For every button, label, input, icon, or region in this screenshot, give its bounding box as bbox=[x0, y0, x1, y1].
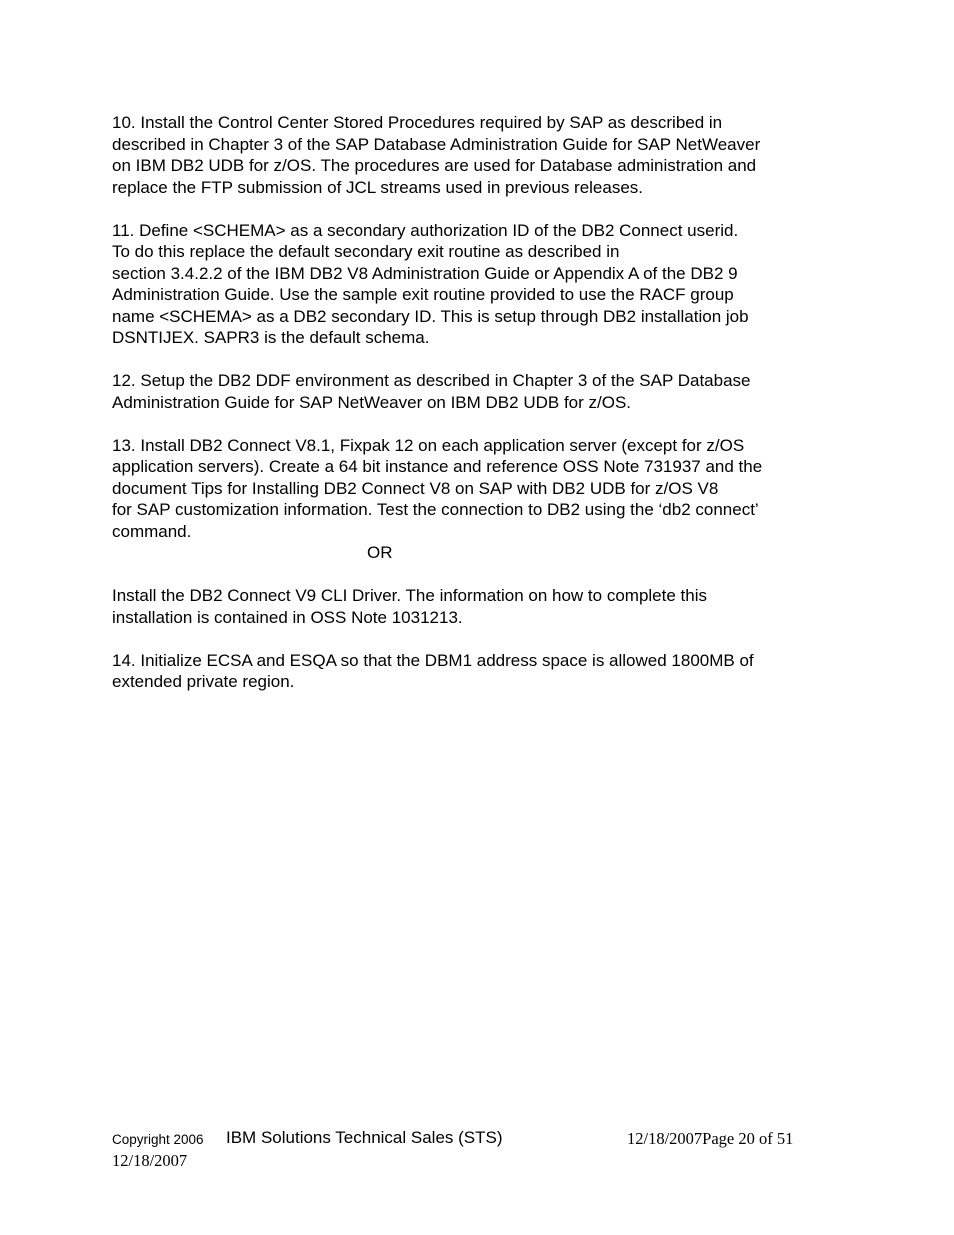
text-line: for SAP customization information. Test the connection to DB2 using the ‘db2 connect’ bbox=[112, 500, 759, 519]
cli-driver-paragraph bbox=[112, 585, 842, 628]
footer-date: 12/18/2007 bbox=[112, 1151, 188, 1170]
text-line: command. bbox=[112, 521, 192, 541]
text-line: 14. Initialize ECSA and ESQA so that the DBM1 address space is allowed 1800MB of bbox=[112, 650, 754, 670]
text-line: 13. Install DB2 Connect V8.1, Fixpak 12 on each application server (except for z/OS bbox=[112, 435, 745, 455]
text-line: name <SCHEMA> as a DB2 secondary ID. This is setup through DB2 installation job bbox=[112, 306, 749, 326]
document-body bbox=[112, 112, 842, 714]
text-line: replace the FTP submission of JCL streams used in previous releases. bbox=[112, 177, 644, 197]
step-10-paragraph bbox=[112, 112, 842, 198]
text-line: 12. Setup the DB2 DDF environment as described in Chapter 3 of the SAP Database bbox=[112, 371, 751, 390]
text-line: Install the DB2 Connect V9 CLI Driver. The information on how to complete this bbox=[112, 586, 707, 605]
text-line: Administration Guide for SAP NetWeaver on IBM DB2 UDB for z/OS. bbox=[112, 392, 632, 412]
text-line: installation is contained in OSS Note 1031213. bbox=[112, 607, 463, 627]
text-line: Administration Guide. Use the sample exit routine provided to use the RACF group bbox=[112, 285, 734, 304]
text-line: application servers). Create a 64 bit instance and reference OSS Note 731937 and the bbox=[112, 457, 763, 476]
step-14-paragraph bbox=[112, 650, 842, 693]
page-footer bbox=[112, 1127, 832, 1177]
or-separator: OR bbox=[367, 543, 393, 562]
text-line: To do this replace the default secondary exit routine as described in bbox=[112, 242, 620, 261]
text-line: 10. Install the Control Center Stored Procedures required by SAP as described in bbox=[112, 113, 723, 132]
footer-page-number: 12/18/2007Page 20 of 51 bbox=[627, 1129, 794, 1148]
text-line: described in Chapter 3 of the SAP Database Administration Guide for SAP NetWeaver bbox=[112, 134, 761, 154]
step-11-paragraph bbox=[112, 220, 842, 349]
footer-organization: IBM Solutions Technical Sales (STS) bbox=[226, 1128, 503, 1147]
text-line: 11. Define <SCHEMA> as a secondary authorization ID of the DB2 Connect userid. bbox=[112, 220, 739, 240]
text-line: DSNTIJEX. SAPR3 is the default schema. bbox=[112, 328, 430, 347]
step-12-paragraph bbox=[112, 370, 842, 413]
step-13-paragraph bbox=[112, 435, 842, 564]
text-line: on IBM DB2 UDB for z/OS. The procedures are used for Database administration and bbox=[112, 156, 757, 175]
text-line: document Tips for Installing DB2 Connect V8 on SAP with DB2 UDB for z/OS V8 bbox=[112, 478, 719, 498]
footer-copyright: Copyright 2006 bbox=[112, 1132, 204, 1147]
text-line: section 3.4.2.2 of the IBM DB2 V8 Administration Guide or Appendix A of the DB2 9 bbox=[112, 263, 738, 283]
text-line: extended private region. bbox=[112, 672, 295, 691]
